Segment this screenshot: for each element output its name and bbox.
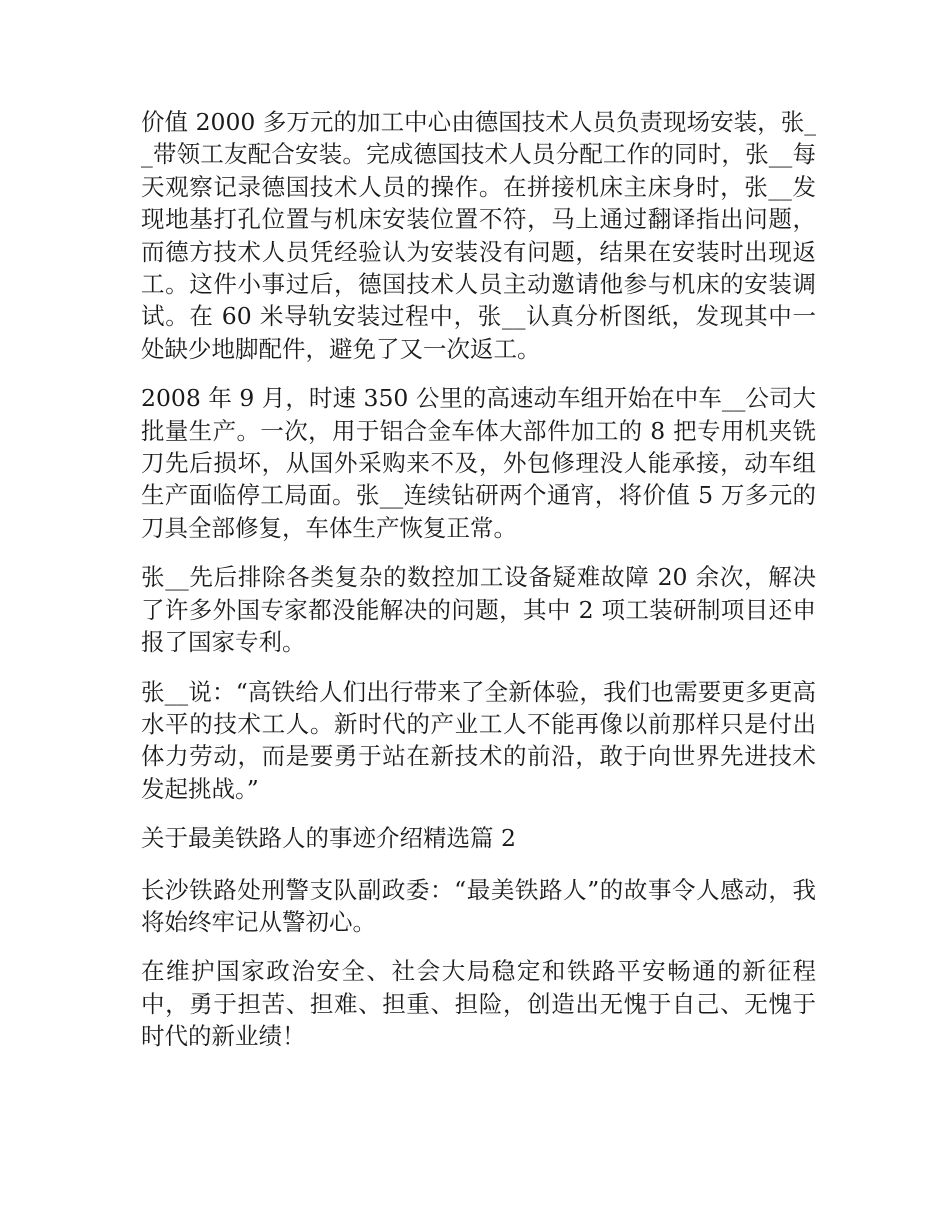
paragraph: 长沙铁路处刑警支队副政委：“最美铁路人”的故事令人感动，我将始终牢记从警初心。 <box>141 875 816 936</box>
paragraph: 价值 2000 多万元的加工中心由德国技术人员负责现场安装，张__带领工友配合安装。完成德国技术人员分配工作的同时，张__每天观察记录德国技术人员的操作。在拼接机床主床身时，张__发现地基打孔位置与机床安装位置不符，马上通过翻译指出问题，而德方技术人员凭经验认为安装没有问题，结果在安装时出现返工。这件小事过后，德国技术人员主动邀请他参与机床的安装调试。在 60 米导轨安装过程中，张__认真分析图纸，发现其中一处缺少地脚配件，避免了又一次返工。 <box>141 108 816 363</box>
paragraph: 2008 年 9 月，时速 350 公里的高速动车组开始在中车__公司大批量生产。一次，用于铝合金车体大部件加工的 8 把专用机夹铣刀先后损坏，从国外采购来不及，外包修理没人能承接，动车组生产面临停工局面。张__连续钻研两个通宵，将价值 5 万多元的刀具全部修复，车体生产恢复正常。 <box>141 384 816 542</box>
paragraph: 张__先后排除各类复杂的数控加工设备疑难故障 20 余次，解决了许多外国专家都没能解决的问题，其中 2 项工装研制项目还申报了国家专利。 <box>141 563 816 657</box>
paragraph: 在维护国家政治安全、社会大局稳定和铁路平安畅通的新征程中，勇于担苦、担难、担重、担险，创造出无愧于自己、无愧于时代的新业绩！ <box>141 957 816 1051</box>
paragraph: 张__说：“高铁给人们出行带来了全新体验，我们也需要更多更高水平的技术工人。新时代的产业工人不能再像以前那样只是付出体力劳动，而是要勇于站在新技术的前沿，敢于向世界先进技术发起挑战。” <box>141 677 816 803</box>
section-title: 关于最美铁路人的事迹介绍精选篇 2 <box>141 824 516 853</box>
document-body <box>141 106 816 1070</box>
